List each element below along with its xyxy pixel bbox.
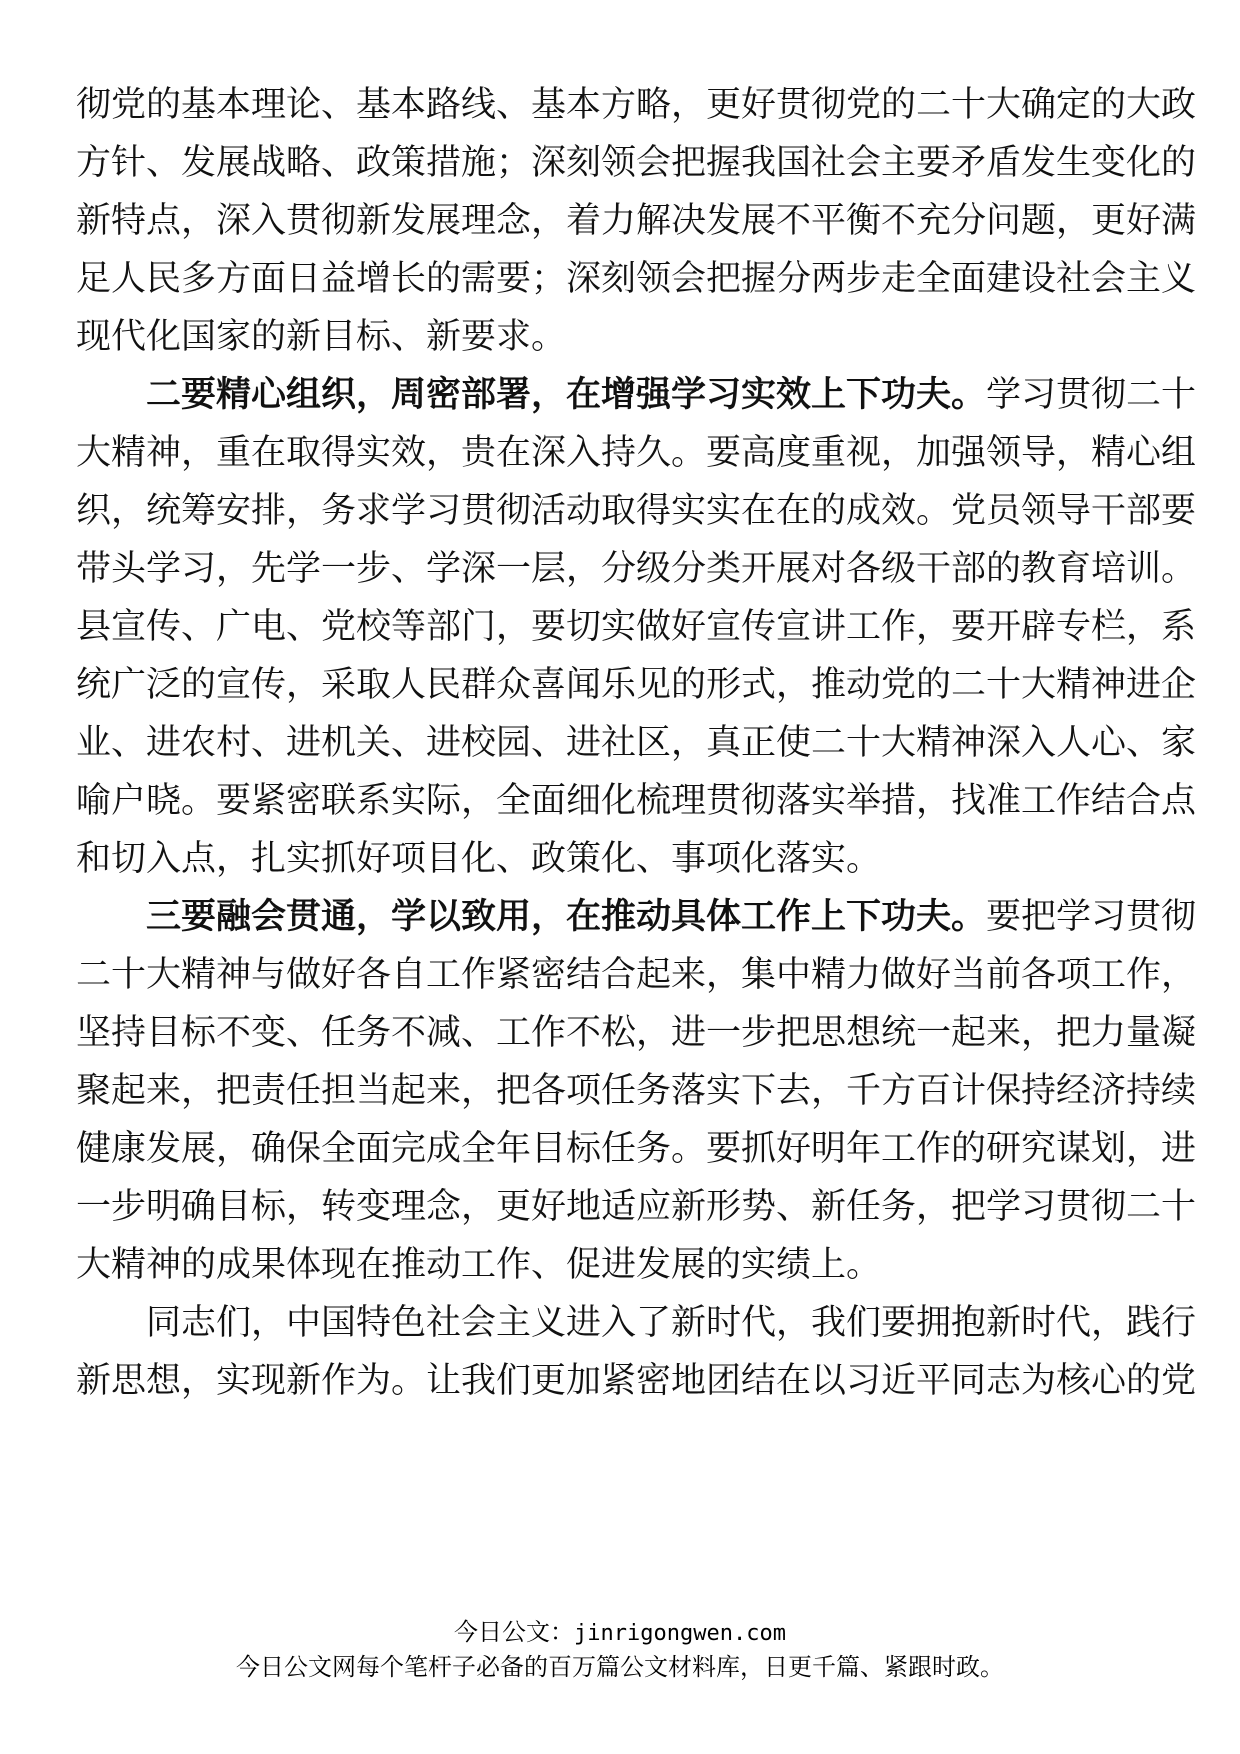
paragraph-line: 彻党的基本理论、基本路线、基本方略，更好贯彻党的二十大确定的大政	[76, 85, 1197, 125]
paragraph-line: 业、进农村、进机关、进校园、进社区，真正使二十大精神深入人心、家	[76, 723, 1197, 763]
paragraph-line: 新思想，实现新作为。让我们更加紧密地团结在以习近平同志为核心的党	[76, 1361, 1197, 1401]
paragraph-line: 健康发展，确保全面完成全年目标任务。要抓好明年工作的研究谋划，进	[76, 1129, 1197, 1169]
paragraph-first-line: 同志们，中国特色社会主义进入了新时代，我们要拥抱新时代，践行	[146, 1303, 1197, 1343]
paragraph-first-line	[146, 369, 1197, 421]
footer-site	[0, 1617, 1240, 1649]
footer-site-label: 今日公文：	[454, 1618, 575, 1646]
paragraph-line: 一步明确目标，转变理念，更好地适应新形势、新任务，把学习贯彻二十	[76, 1187, 1197, 1227]
paragraph-first-line	[146, 891, 1197, 943]
paragraph-text: 学习贯彻二十	[986, 375, 1197, 415]
paragraph-line: 二十大精神与做好各自工作紧密结合起来，集中精力做好当前各项工作，	[76, 955, 1197, 995]
paragraph-line: 现代化国家的新目标、新要求。	[76, 317, 567, 357]
section-heading: 三要融会贯通，学以致用，在推动具体工作上下功夫。	[146, 897, 987, 937]
paragraph-line: 喻户晓。要紧密联系实际，全面细化梳理贯彻落实举措，找准工作结合点	[76, 781, 1197, 821]
paragraph-line: 织，统筹安排，务求学习贯彻活动取得实实在在的成效。党员领导干部要	[76, 491, 1197, 531]
paragraph-text: 要把学习贯彻	[986, 897, 1197, 937]
paragraph-line: 聚起来，把责任担当起来，把各项任务落实下去，千方百计保持经济持续	[76, 1071, 1197, 1111]
paragraph-line: 新特点，深入贯彻新发展理念，着力解决发展不平衡不充分问题，更好满	[76, 201, 1197, 241]
paragraph-line: 统广泛的宣传，采取人民群众喜闻乐见的形式，推动党的二十大精神进企	[76, 665, 1197, 705]
paragraph-line: 坚持目标不变、任务不减、工作不松，进一步把思想统一起来，把力量凝	[76, 1013, 1197, 1053]
footer-slogan: 今日公文网每个笔杆子必备的百万篇公文材料库，日更千篇、紧跟时政。	[236, 1653, 1004, 1681]
paragraph-line: 带头学习，先学一步、学深一层，分级分类开展对各级干部的教育培训。	[76, 549, 1197, 589]
paragraph-line: 大精神的成果体现在推动工作、促进发展的实绩上。	[76, 1245, 882, 1285]
paragraph-line: 方针、发展战略、政策措施；深刻领会把握我国社会主要矛盾发生变化的	[76, 143, 1197, 183]
paragraph-line: 大精神，重在取得实效，贵在深入持久。要高度重视，加强领导，精心组	[76, 433, 1197, 473]
paragraph-line: 县宣传、广电、党校等部门，要切实做好宣传宣讲工作，要开辟专栏，系	[76, 607, 1197, 647]
footer-site-link[interactable]: jinrigongwen.com	[574, 1621, 786, 1646]
paragraph-line: 和切入点，扎实抓好项目化、政策化、事项化落实。	[76, 839, 882, 879]
paragraph-line: 足人民多方面日益增长的需要；深刻领会把握分两步走全面建设社会主义	[76, 259, 1197, 299]
section-heading: 二要精心组织，周密部署，在增强学习实效上下功夫。	[146, 375, 987, 415]
